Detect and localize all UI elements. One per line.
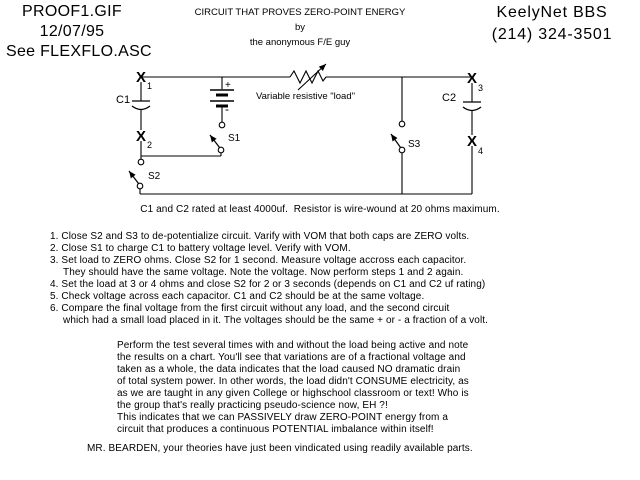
battery-minus-sign: - <box>225 102 229 116</box>
instruction-line-4: 4. Set the load at 3 or 4 ohms and close S2 for 2 or 3 seconds (depends on C1 and C2 uf rating) <box>50 279 486 290</box>
switch-s2 <box>129 159 161 189</box>
switch-s3 <box>391 121 421 153</box>
switch-blade-icon <box>129 171 139 184</box>
instruction-line-3-cont: They should have the same voltage. Note the voltage. Now perform steps 1 and 2 again. <box>63 267 464 278</box>
capacitor-c2 <box>442 92 481 111</box>
switch-blade-icon <box>391 134 401 148</box>
instruction-list <box>50 231 488 327</box>
commentary-line: the group that's really practicing pseudo-science now, EH ?! <box>117 400 388 411</box>
commentary-line: circuit that produces a continuous POTENTIAL imbalance within itself! <box>117 424 434 435</box>
c2-label: C2 <box>442 92 457 104</box>
test-point-number: 2 <box>147 140 153 150</box>
test-point-marker: X <box>466 133 478 150</box>
load-label: Variable resistive "load" <box>256 91 355 102</box>
capacitor-c1 <box>116 94 150 110</box>
circuit-caption: C1 and C2 rated at least 4000uf. Resistor is wire-wound at 20 ohms maximum. <box>140 204 500 215</box>
test-point-1 <box>136 69 152 91</box>
switch-s1 <box>210 122 241 153</box>
header-left <box>6 2 152 62</box>
battery-plus-sign: + <box>225 80 231 91</box>
instruction-line-5: 5. Check voltage across each capacitor. C1 and C2 should be at the same voltage. <box>50 291 425 302</box>
commentary-line: This indicates that we can PASSIVELY draw ZERO-POINT energy from a <box>117 412 448 423</box>
instruction-line-6: 6. Compare the final voltage from the first circuit without any load, and the second circuit <box>50 303 450 314</box>
commentary-line: taken as a whole, the data indicates that the load caused NO dramatic drain <box>117 364 461 375</box>
header-right <box>472 2 632 46</box>
byline: by <box>294 22 306 33</box>
circuit-diagram <box>0 60 640 208</box>
test-point-4 <box>467 133 483 156</box>
s2-label: S2 <box>148 171 161 182</box>
file-date: 12/07/95 <box>39 23 105 40</box>
see-also-note: See FLEXFLO.ASC <box>6 43 152 60</box>
bbs-phone: (214) 324-3501 <box>491 26 613 43</box>
variable-load-resistor <box>256 64 355 102</box>
doc-title: CIRCUIT THAT PROVES ZERO-POINT ENERGY <box>194 7 406 18</box>
switch-blade-icon <box>210 135 220 148</box>
instruction-line-2: 2. Close S1 to charge C1 to battery voltage level. Verify with VOM. <box>50 243 351 254</box>
author: the anonymous F/E guy <box>249 37 351 48</box>
test-point-number: 4 <box>478 146 484 156</box>
commentary-line: the results on a chart. You'll see that variations are of a fractional voltage and <box>117 352 466 363</box>
commentary-paragraph <box>117 340 469 436</box>
test-point-number: 3 <box>478 83 484 93</box>
variable-arrow-icon <box>298 64 326 90</box>
instruction-line-6-cont: which had a small load placed in it. The voltages should be the same + or - a fraction of a volt. <box>63 315 489 326</box>
test-point-2 <box>136 128 152 150</box>
filename: PROOF1.GIF <box>22 3 122 20</box>
instruction-line-3: 3. Set load to ZERO ohms. Close S2 for 1 second. Measure voltage accross each capacitor. <box>50 255 467 266</box>
bbs-name: KeelyNet BBS <box>496 4 608 21</box>
s1-label: S1 <box>228 133 241 144</box>
test-point-marker: X <box>135 128 147 145</box>
commentary-line: of total system power. In other words, the load didn't CONSUME electricity, as <box>117 376 469 387</box>
test-point-marker: X <box>135 69 147 86</box>
test-point-number: 1 <box>147 81 153 91</box>
s3-label: S3 <box>408 139 421 150</box>
test-point-marker: X <box>466 70 478 87</box>
instruction-line-1: 1. Close S2 and S3 to de-potentialize circuit. Varify with VOM that both caps are ZERO volts. <box>50 231 470 242</box>
footer-vindication: MR. BEARDEN, your theories have just been vindicated using readily available parts. <box>87 443 473 454</box>
commentary-line: as we are taught in any given College or highschool classroom or text! Who is <box>117 388 469 399</box>
header-center <box>178 5 422 50</box>
commentary-line: Perform the test several times with and without the load being active and note <box>117 340 469 351</box>
c1-label: C1 <box>116 94 131 106</box>
test-point-3 <box>467 70 483 93</box>
